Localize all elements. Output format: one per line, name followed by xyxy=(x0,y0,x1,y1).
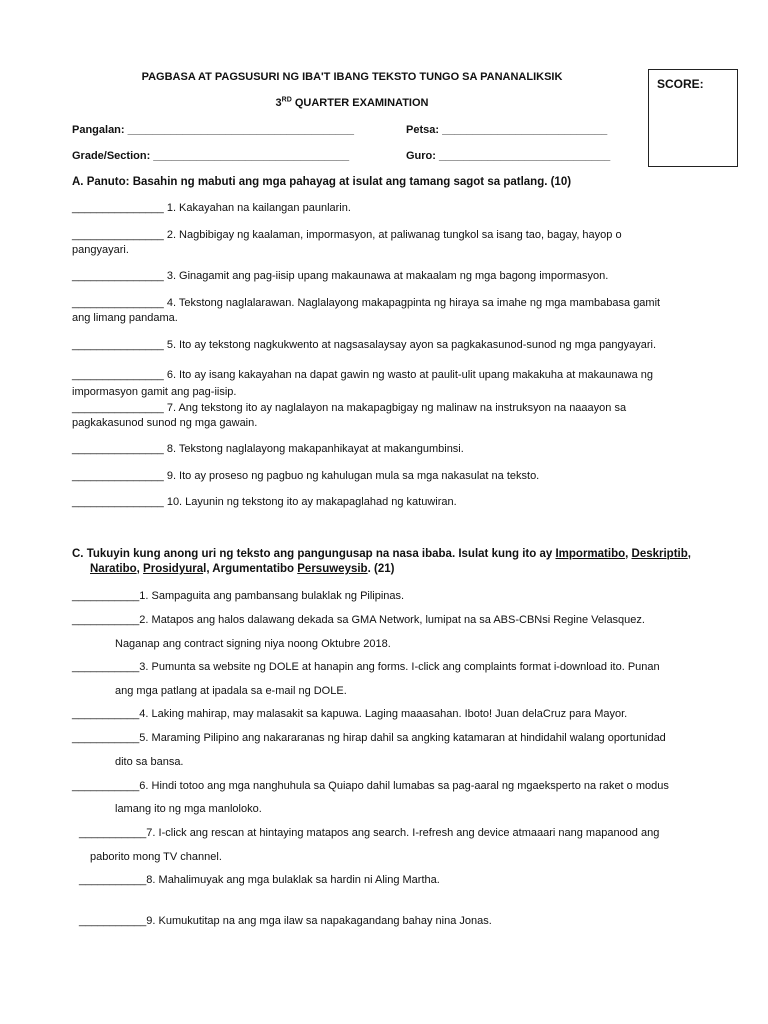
part-a-item-7[interactable]: _______________ 7. Ang tekstong ito ay naglalayon na makapagbigay ng malinaw na instruksyon na naaayon sa xyxy=(72,402,627,414)
score-label: SCORE: xyxy=(657,77,704,91)
part-a-item-4[interactable]: _______________ 4. Tekstong naglalarawan. Naglalayong makapagpinta ng hiraya sa imahe ng mga mambabasa gamit xyxy=(72,297,661,309)
part-a-item-1[interactable]: _______________ 1. Kakayahan na kailangan paunlarin. xyxy=(72,202,351,214)
teacher-field[interactable]: Guro: ____________________________ xyxy=(406,150,611,162)
quarter-ordinal: RD xyxy=(281,96,292,104)
option-persuweysib: Persuweysib xyxy=(297,563,368,575)
part-c-item-1[interactable]: ___________1. Sampaguita ang pambansang bulaklak ng Pilipinas. xyxy=(72,590,405,602)
part-a-item-2[interactable]: _______________ 2. Nagbibigay ng kaalaman, impormasyon, at paliwanag tungkol sa isang tao, bagay, hayop o xyxy=(72,229,622,241)
part-a-item-6-cont: impormasyon gamit ang pag-iisip. xyxy=(72,386,237,398)
part-c-item-6-cont: lamang ito ng mga manloloko. xyxy=(115,803,262,815)
part-a-item-8[interactable]: _______________ 8. Tekstong naglalayong makapanhikayat at makangumbinsi. xyxy=(72,443,464,455)
part-c-item-6[interactable]: ___________6. Hindi totoo ang mga nanghuhula sa Quiapo dahil lumabas sa pag-aaral ng mgaeksperto na raket o modus xyxy=(72,780,669,792)
part-c-item-3[interactable]: ___________3. Pumunta sa website ng DOLE at hanapin ang forms. I-click ang complaints format i-download ito. Punan xyxy=(72,661,660,673)
quarter-label: QUARTER EXAMINATION xyxy=(291,97,429,109)
grade-section-field[interactable]: Grade/Section: ________________________________ xyxy=(72,150,350,162)
separator: , xyxy=(687,548,691,560)
part-a-item-9[interactable]: _______________ 9. Ito ay proseso ng pagbuo ng kahulugan mula sa mga nakasulat na teksto. xyxy=(72,470,540,482)
part-a-item-6[interactable]: _______________ 6. Ito ay isang kakayahan na dapat gawin ng wasto at paulit-ulit upang makakuha at makaunawa ng xyxy=(72,369,653,381)
part-a-instruction: A. Panuto: Basahin ng mabuti ang mga pahayag at isulat ang tamang sagot sa patlang. (10) xyxy=(72,176,572,188)
part-c-item-3-cont: ang mga patlang at ipadala sa e-mail ng DOLE. xyxy=(115,685,347,697)
exam-title: PAGBASA AT PAGSUSURI NG IBA'T IBANG TEKSTO TUNGO SA PANANALIKSIK xyxy=(141,71,563,83)
part-c-points: . (21) xyxy=(367,563,395,575)
name-field[interactable]: Pangalan: _____________________________________ xyxy=(72,124,354,136)
exam-subtitle xyxy=(0,96,704,110)
option-impormatibo: Impormatibo xyxy=(555,548,626,560)
part-c-instruction xyxy=(72,547,691,561)
part-c-instruction-cont xyxy=(90,562,394,576)
part-c-item-5[interactable]: ___________5. Maraming Pilipino ang nakararanas ng hirap dahil sa angking katamaran at hindidahil walang oportunidad xyxy=(72,732,666,744)
date-field[interactable]: Petsa: ___________________________ xyxy=(406,124,608,136)
option-prosidyural-tail: l xyxy=(203,563,207,575)
option-argumentatibo: , Argumentatibo xyxy=(206,563,298,575)
part-c-item-9[interactable]: ___________9. Kumukutitap na ang mga ilaw sa napakagandang bahay nina Jonas. xyxy=(79,915,492,927)
score-box[interactable] xyxy=(648,69,738,167)
part-c-item-8[interactable]: ___________8. Mahalimuyak ang mga bulaklak sa hardin ni Aling Martha. xyxy=(79,874,440,886)
part-c-instruction-text: C. Tukuyin kung anong uri ng teksto ang pangungusap na nasa ibaba. Isulat kung ito ay xyxy=(72,548,556,560)
separator: , xyxy=(136,563,144,575)
part-a-item-4-cont: ang limang pandama. xyxy=(72,312,178,324)
quarter-number: 3 xyxy=(275,97,282,109)
part-c-item-2[interactable]: ___________2. Matapos ang halos dalawang dekada sa GMA Network, lumipat na sa ABS-CBNsi Regine Velasquez. xyxy=(72,614,645,626)
part-a-item-2-cont: pangyayari. xyxy=(72,244,129,256)
part-a-item-7-cont: pagkakasunod sunod ng mga gawain. xyxy=(72,417,258,429)
part-c-item-7-cont: paborito mong TV channel. xyxy=(90,851,222,863)
part-a-item-10[interactable]: _______________ 10. Layunin ng tekstong ito ay makapaglahad ng katuwiran. xyxy=(72,496,457,508)
part-a-item-5[interactable]: _______________ 5. Ito ay tekstong nagkukwento at nagsasalaysay ayon sa pagkakasunod-sunod ng mga pangyayari. xyxy=(72,339,657,351)
option-deskriptib: Deskriptib xyxy=(631,548,688,560)
separator: , xyxy=(625,548,632,560)
option-prosidyural: Prosidyura xyxy=(143,563,204,575)
part-a-item-3[interactable]: _______________ 3. Ginagamit ang pag-iisip upang makaunawa at makaalam ng mga bagong impormasyon. xyxy=(72,270,609,282)
option-naratibo: Naratibo xyxy=(90,563,137,575)
part-c-item-4[interactable]: ___________4. Laking mahirap, may malasakit sa kapuwa. Laging maaasahan. Iboto! Juan delaCruz para Mayor. xyxy=(72,708,628,720)
part-c-item-5-cont: dito sa bansa. xyxy=(115,756,184,768)
part-c-item-7[interactable]: ___________7. I-click ang rescan at hintaying matapos ang search. I-refresh ang device atmaaari nang mapanood ang xyxy=(79,827,660,839)
part-c-item-2-cont: Naganap ang contract signing niya noong Oktubre 2018. xyxy=(115,638,391,650)
